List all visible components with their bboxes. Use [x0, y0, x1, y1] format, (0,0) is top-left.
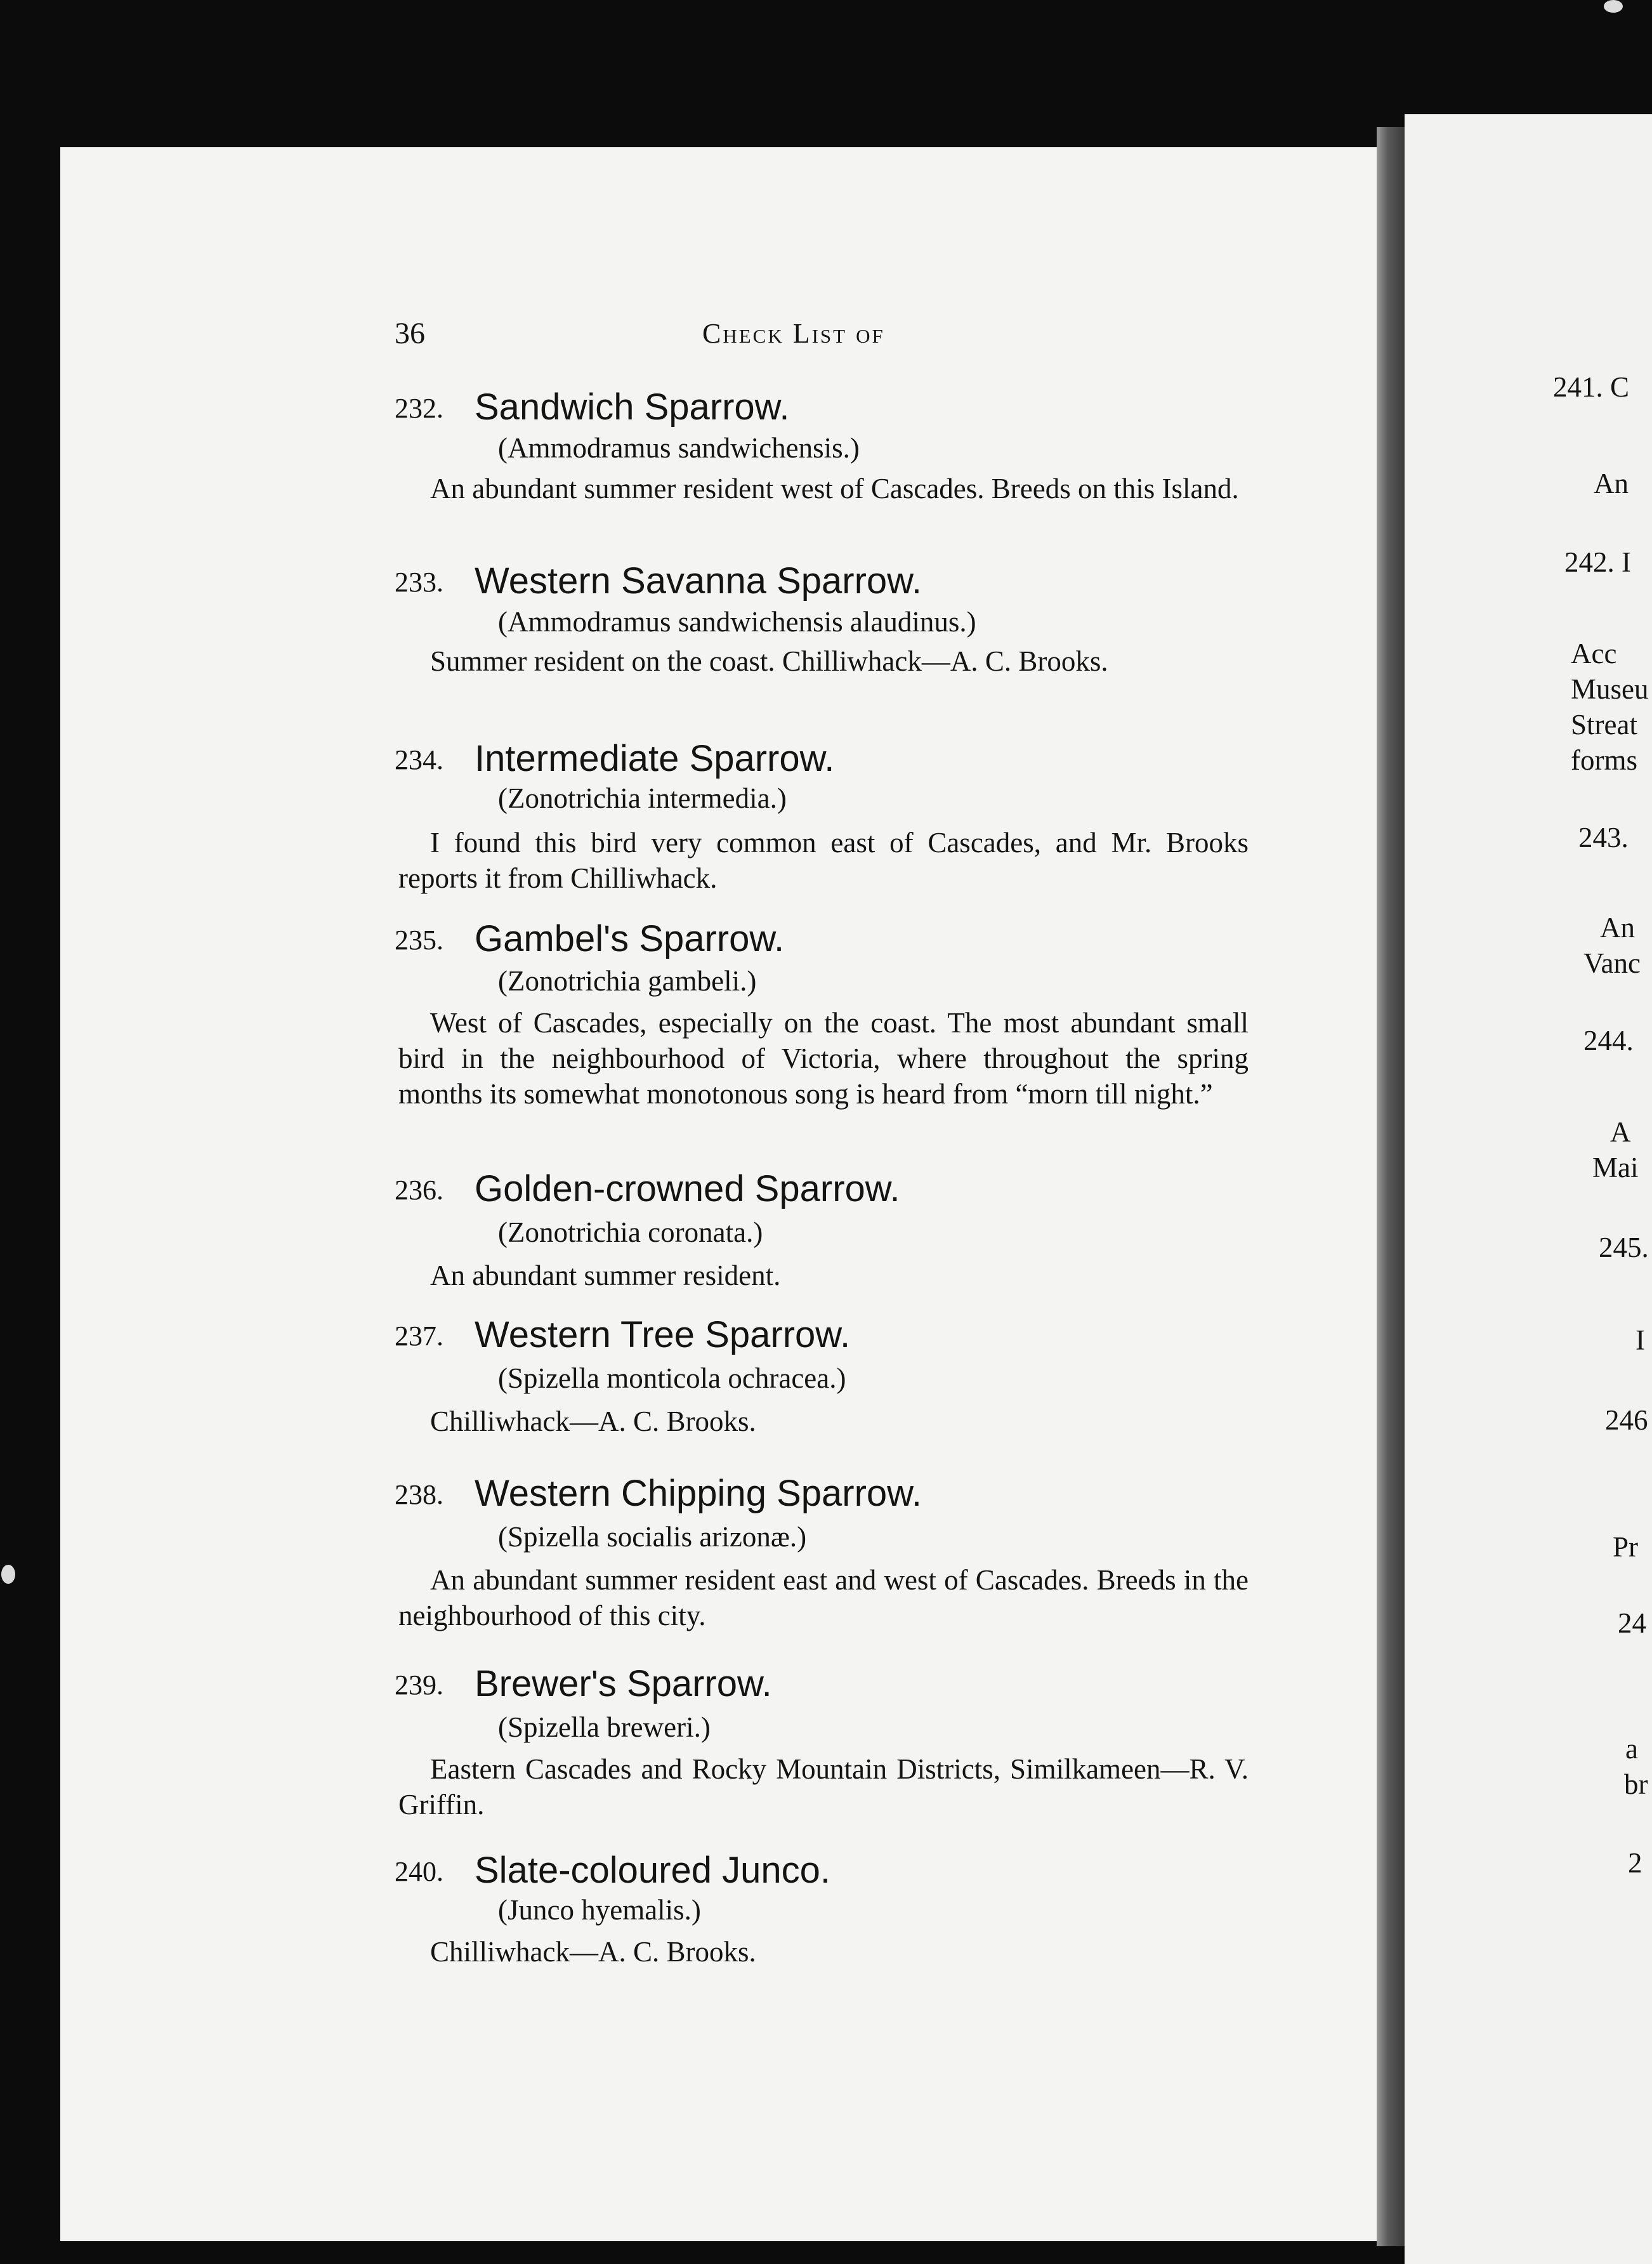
facing-line: 241. C — [1553, 371, 1630, 403]
entry-number: 239. — [395, 1669, 443, 1701]
species-description: Eastern Cascades and Rocky Mountain Districts, Similkameen—R. V. Griffin. — [398, 1753, 1249, 1820]
species-description: An abundant summer resident. — [430, 1260, 781, 1291]
latin-name: (Spizella breweri.) — [498, 1711, 711, 1743]
facing-line: 243. — [1578, 822, 1629, 853]
facing-line: a — [1625, 1733, 1638, 1765]
facing-line: Mai — [1592, 1152, 1639, 1183]
latin-name: (Ammodramus sandwichensis alaudinus.) — [498, 606, 976, 638]
entry-number: 232. — [395, 393, 443, 424]
species-name: Western Chipping Sparrow. — [475, 1473, 922, 1514]
facing-line: Museu — [1571, 673, 1649, 705]
species-name: Sandwich Sparrow. — [475, 386, 790, 428]
scan-speck — [1604, 0, 1623, 13]
facing-line: forms — [1571, 744, 1637, 776]
entry-number: 236. — [395, 1175, 443, 1206]
latin-name: (Spizella socialis arizonæ.) — [498, 1521, 807, 1553]
latin-name: (Zonotrichia intermedia.) — [498, 782, 787, 814]
latin-name: (Ammodramus sandwichensis.) — [498, 432, 860, 464]
species-description: I found this bird very common east of Cascades, and Mr. Brooks reports it from Chilliwhack. — [398, 827, 1249, 894]
facing-line: 2 — [1628, 1847, 1642, 1879]
facing-line: Acc — [1571, 638, 1617, 669]
facing-line: br — [1624, 1768, 1648, 1800]
facing-line: I — [1636, 1324, 1645, 1356]
entry-number: 237. — [395, 1320, 443, 1352]
facing-line: Streat — [1571, 709, 1637, 740]
species-name: Gambel's Sparrow. — [475, 918, 785, 959]
species-description: West of Cascades, especially on the coast. The most abundant small bird in the neighbourhood of Victoria, where throughout the spring months its somewhat monotonous song is heard from “morn till night.” — [398, 1007, 1249, 1110]
facing-line: 244. — [1583, 1025, 1634, 1056]
running-head-title: Check List of — [702, 318, 885, 349]
running-head — [0, 316, 1652, 354]
entry-number: 235. — [395, 925, 443, 956]
species-description: Chilliwhack—A. C. Brooks. — [430, 1405, 756, 1437]
facing-line: Pr — [1613, 1531, 1639, 1563]
book-page-right — [1405, 114, 1652, 2264]
latin-name: (Junco hyemalis.) — [498, 1894, 701, 1926]
facing-line: 24 — [1618, 1607, 1646, 1639]
page-number: 36 — [395, 317, 425, 350]
species-description: An abundant summer resident east and west of Cascades. Breeds in the neighbourhood of this city. — [398, 1564, 1249, 1631]
page-gutter-edge — [1377, 127, 1405, 2246]
facing-line: Vanc — [1583, 947, 1641, 979]
species-description: Chilliwhack—A. C. Brooks. — [430, 1936, 756, 1968]
species-name: Brewer's Sparrow. — [475, 1663, 772, 1704]
entry-number: 238. — [395, 1479, 443, 1510]
species-name: Intermediate Sparrow. — [475, 738, 835, 779]
latin-name: (Zonotrichia coronata.) — [498, 1216, 763, 1248]
species-name: Western Savanna Sparrow. — [475, 560, 922, 602]
facing-line: An — [1594, 468, 1629, 499]
species-name: Slate-coloured Junco. — [475, 1850, 830, 1891]
species-description: An abundant summer resident west of Cascades. Breeds on this Island. — [430, 473, 1239, 504]
facing-line: An — [1600, 912, 1635, 944]
species-description: Summer resident on the coast. Chilliwhack—A. C. Brooks. — [430, 645, 1108, 677]
scan-speck — [1, 1565, 15, 1584]
species-name: Golden-crowned Sparrow. — [475, 1168, 900, 1209]
species-name: Western Tree Sparrow. — [475, 1314, 851, 1355]
facing-line: 242. I — [1564, 546, 1631, 578]
latin-name: (Spizella monticola ochracea.) — [498, 1362, 846, 1394]
entry-number: 240. — [395, 1856, 443, 1887]
entry-number: 234. — [395, 744, 443, 775]
latin-name: (Zonotrichia gambeli.) — [498, 965, 757, 997]
facing-line: 245. — [1599, 1232, 1649, 1263]
entry-number: 233. — [395, 567, 443, 598]
facing-line: A — [1610, 1116, 1631, 1148]
facing-line: 246 — [1605, 1404, 1648, 1436]
